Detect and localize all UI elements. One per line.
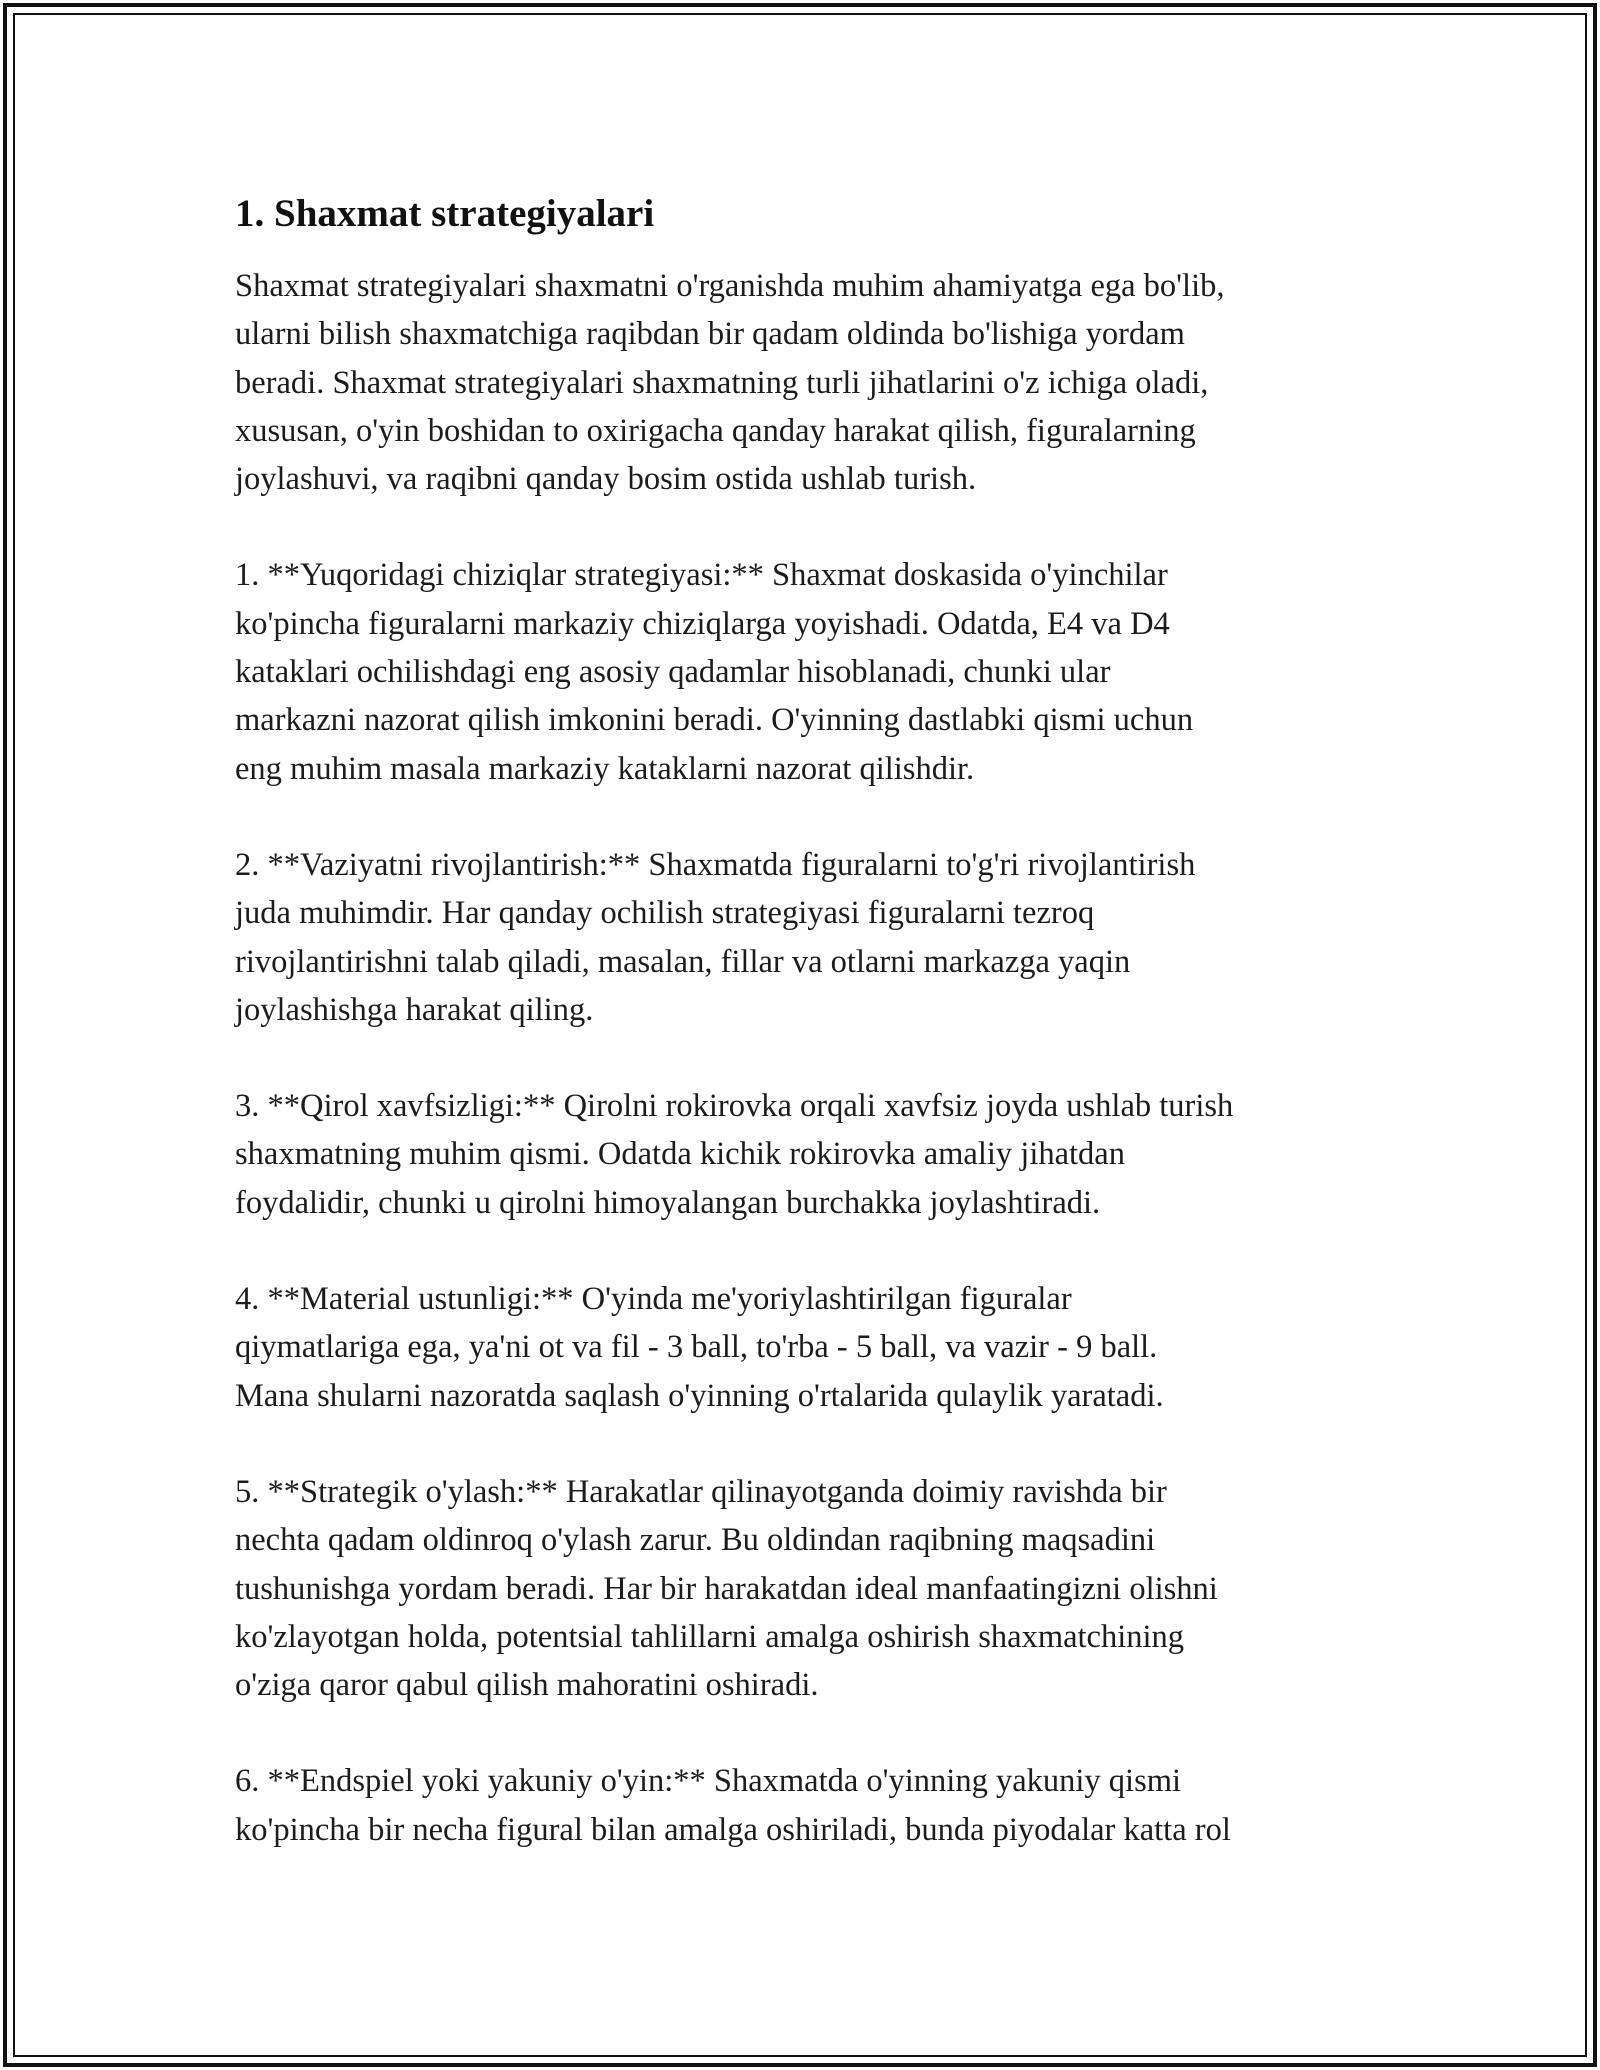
paragraph-line: ko'zlayotgan holda, potentsial tahlillarni amalga oshirish shaxmatchining — [235, 1618, 1185, 1655]
paragraph-line: juda muhimdir. Har qanday ochilish strategiyasi figuralarni tezroq — [235, 895, 1095, 932]
paragraph-strategy-6 — [235, 1757, 1385, 1854]
document-body — [235, 186, 1385, 1902]
paragraph-line: joylashuvi, va raqibni qanday bosim ostida ushlab turish. — [235, 461, 977, 498]
paragraph-strategy-5 — [235, 1468, 1385, 1709]
paragraph-strategy-1 — [235, 551, 1385, 792]
paragraph-line: qiymatlariga ega, ya'ni ot va fil - 3 ball, to'rba - 5 ball, va vazir - 9 ball. — [235, 1329, 1158, 1366]
paragraph-line: xususan, o'yin boshidan to oxirigacha qanday harakat qilish, figuralarning — [235, 412, 1196, 449]
paragraph-intro — [235, 262, 1385, 503]
paragraph-line: joylashishga harakat qiling. — [235, 991, 594, 1028]
paragraph-line: kataklari ochilishdagi eng asosiy qadamlar hisoblanadi, chunki ular — [235, 654, 1111, 691]
paragraph-line: 5. **Strategik o'ylash:** Harakatlar qilinayotganda doimiy ravishda bir — [235, 1473, 1167, 1510]
paragraph-line: 3. **Qirol xavfsizligi:** Qirolni rokirovka orqali xavfsiz joyda ushlab turish — [235, 1088, 1234, 1125]
paragraph-line: foydalidir, chunki u qirolni himoyalangan burchakka joylashtiradi. — [235, 1184, 1101, 1221]
paragraph-line: rivojlantirishni talab qiladi, masalan, fillar va otlarni markazga yaqin — [235, 943, 1131, 980]
paragraph-line: beradi. Shaxmat strategiyalari shaxmatning turli jihatlarini o'z ichiga oladi, — [235, 364, 1209, 401]
paragraph-strategy-2 — [235, 841, 1385, 1034]
paragraph-line: 2. **Vaziyatni rivojlantirish:** Shaxmatda figuralarni to'g'ri rivojlantirish — [235, 846, 1196, 883]
paragraph-line: nechta qadam oldinroq o'ylash zarur. Bu oldindan raqibning maqsadini — [235, 1522, 1156, 1559]
paragraph-line: o'ziga qaror qabul qilish mahoratini oshiradi. — [235, 1667, 819, 1704]
paragraph-strategy-4 — [235, 1275, 1385, 1420]
paragraph-line: ularni bilish shaxmatchiga raqibdan bir qadam oldinda bo'lishiga yordam — [235, 316, 1185, 353]
paragraph-line: shaxmatning muhim qismi. Odatda kichik rokirovka amaliy jihatdan — [235, 1136, 1125, 1173]
paragraph-line: eng muhim masala markaziy kataklarni nazorat qilishdir. — [235, 750, 975, 787]
paragraph-line: ko'pincha figuralarni markaziy chiziqlarga yoyishadi. Odatda, E4 va D4 — [235, 605, 1170, 642]
paragraph-strategy-3 — [235, 1082, 1385, 1227]
paragraph-line: Mana shularni nazoratda saqlash o'yinning o'rtalarida qulaylik yaratadi. — [235, 1377, 1164, 1414]
section-heading: 1. Shaxmat strategiyalari — [235, 192, 655, 235]
paragraph-line: 4. **Material ustunligi:** O'yinda me'yoriylashtirilgan figuralar — [235, 1281, 1072, 1318]
paragraph-line: tushunishga yordam beradi. Har bir harakatdan ideal manfaatingizni olishni — [235, 1570, 1218, 1607]
paragraph-line: ko'pincha bir necha figural bilan amalga oshiriladi, bunda piyodalar katta rol — [235, 1811, 1231, 1848]
paragraph-line: 1. **Yuqoridagi chiziqlar strategiyasi:** Shaxmat doskasida o'yinchilar — [235, 557, 1168, 594]
paragraph-line: 6. **Endspiel yoki yakuniy o'yin:** Shaxmatda o'yinning yakuniy qismi — [235, 1763, 1182, 1800]
paragraph-line: Shaxmat strategiyalari shaxmatni o'rganishda muhim ahamiyatga ega bo'lib, — [235, 268, 1225, 304]
paragraph-line: markazni nazorat qilish imkonini beradi. O'yinning dastlabki qismi uchun — [235, 702, 1194, 739]
